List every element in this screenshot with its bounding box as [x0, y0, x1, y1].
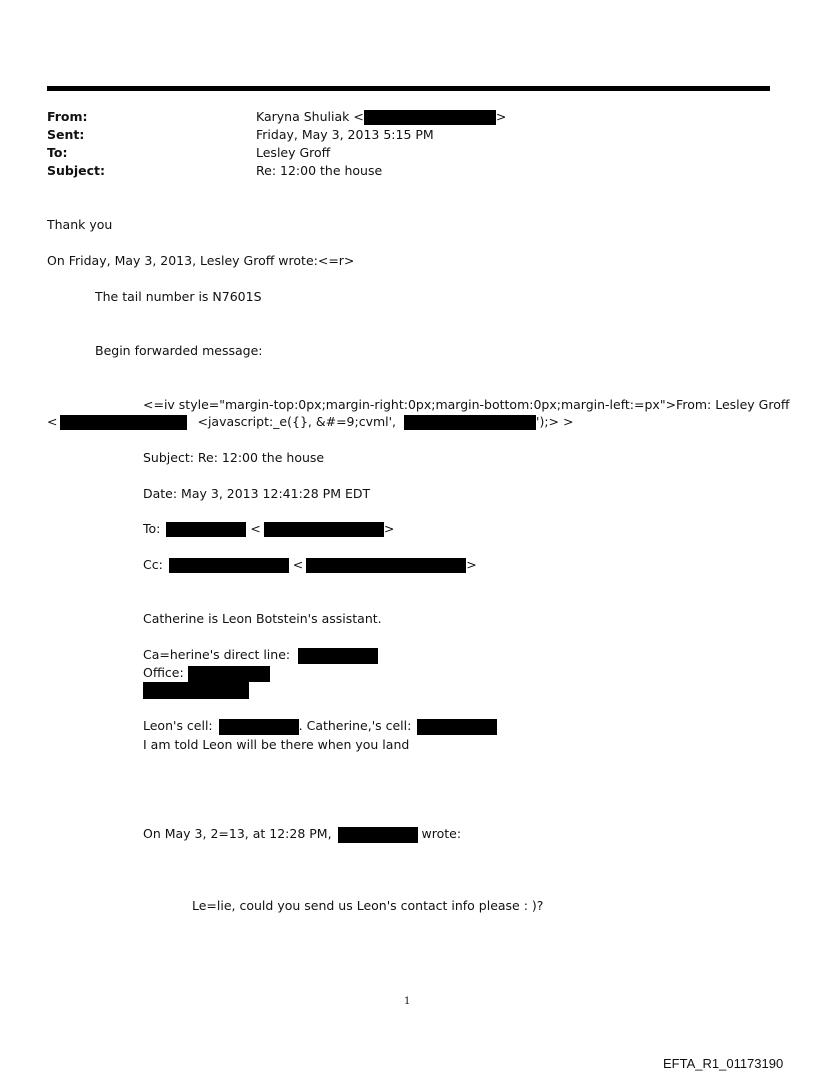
begin-forwarded-line: Begin forwarded message:	[95, 343, 263, 358]
forward-from-address	[47, 414, 573, 430]
redaction-box	[306, 558, 466, 573]
from-value	[256, 109, 506, 125]
leon-cell-label: Leon's cell:	[143, 718, 213, 733]
tail-number-line: The tail number is N7601S	[95, 289, 262, 304]
office-line	[143, 665, 270, 682]
redaction-box	[219, 719, 299, 735]
redaction-box	[404, 415, 536, 430]
thanks-line: Thank you	[47, 217, 113, 232]
catherine-cell-label: . Catherine,'s cell:	[298, 718, 412, 733]
redaction-box	[188, 666, 270, 682]
office-label: Office:	[143, 665, 184, 680]
javascript-text: <javascript:_e({}, &#=9;cvml',	[197, 414, 397, 429]
page-number: 1	[404, 996, 411, 1007]
redaction-box	[298, 648, 378, 664]
office-redaction-row	[143, 682, 249, 699]
redaction-box	[166, 522, 246, 537]
from-close: >	[495, 109, 507, 124]
forward-subject: Subject: Re: 12:00 the house	[143, 450, 325, 465]
forward-end: ');> >	[536, 414, 574, 429]
redaction-box	[364, 110, 496, 125]
redaction-box	[143, 682, 249, 699]
from-name: Karyna Shuliak <	[256, 109, 364, 124]
told-line: I am told Leon will be there when you land	[143, 737, 410, 752]
gt-sign: >	[466, 557, 477, 572]
forward-div-line: <=iv style="margin-top:0px;margin-right:0px;margin-bottom:0px;margin-left:=px">From: Lesley Groff	[143, 397, 790, 412]
gt-sign: >	[383, 521, 395, 536]
forward-cc-label: Cc:	[143, 557, 163, 572]
subject-value: Re: 12:00 the house	[256, 163, 383, 178]
redaction-box	[60, 415, 187, 430]
on-may-line	[143, 826, 461, 843]
from-label: From:	[47, 109, 88, 124]
lt-sign: <	[47, 414, 58, 429]
lt-sign: <	[292, 557, 304, 572]
direct-line	[143, 647, 378, 664]
lt-sign: <	[250, 521, 261, 536]
sent-value: Friday, May 3, 2013 5:15 PM	[256, 127, 434, 142]
forward-date: Date: May 3, 2013 12:41:28 PM EDT	[143, 486, 371, 501]
to-value: Lesley Groff	[256, 145, 331, 160]
subject-label: Subject:	[47, 163, 105, 178]
redaction-box	[338, 827, 418, 843]
to-label: To:	[47, 145, 68, 160]
request-line: Le=lie, could you send us Leon's contact info please : )?	[192, 898, 544, 913]
wrote-text: wrote:	[421, 826, 462, 841]
redaction-box	[264, 522, 384, 537]
header-rule	[47, 86, 770, 91]
on-may-text: On May 3, 2=13, at 12:28 PM,	[143, 826, 332, 841]
sent-label: Sent:	[47, 127, 85, 142]
document-id: EFTA_R1_01173190	[663, 1056, 784, 1071]
forward-cc	[143, 557, 477, 573]
forward-to	[143, 521, 394, 537]
cell-line	[143, 718, 497, 735]
direct-line-label: Ca=herine's direct line:	[143, 647, 291, 662]
forward-to-label: To:	[143, 521, 161, 536]
on-date-line: On Friday, May 3, 2013, Lesley Groff wrote:<=r>	[47, 253, 355, 268]
redaction-box	[169, 558, 289, 573]
redaction-box	[417, 719, 497, 735]
assistant-line: Catherine is Leon Botstein's assistant.	[143, 611, 382, 626]
